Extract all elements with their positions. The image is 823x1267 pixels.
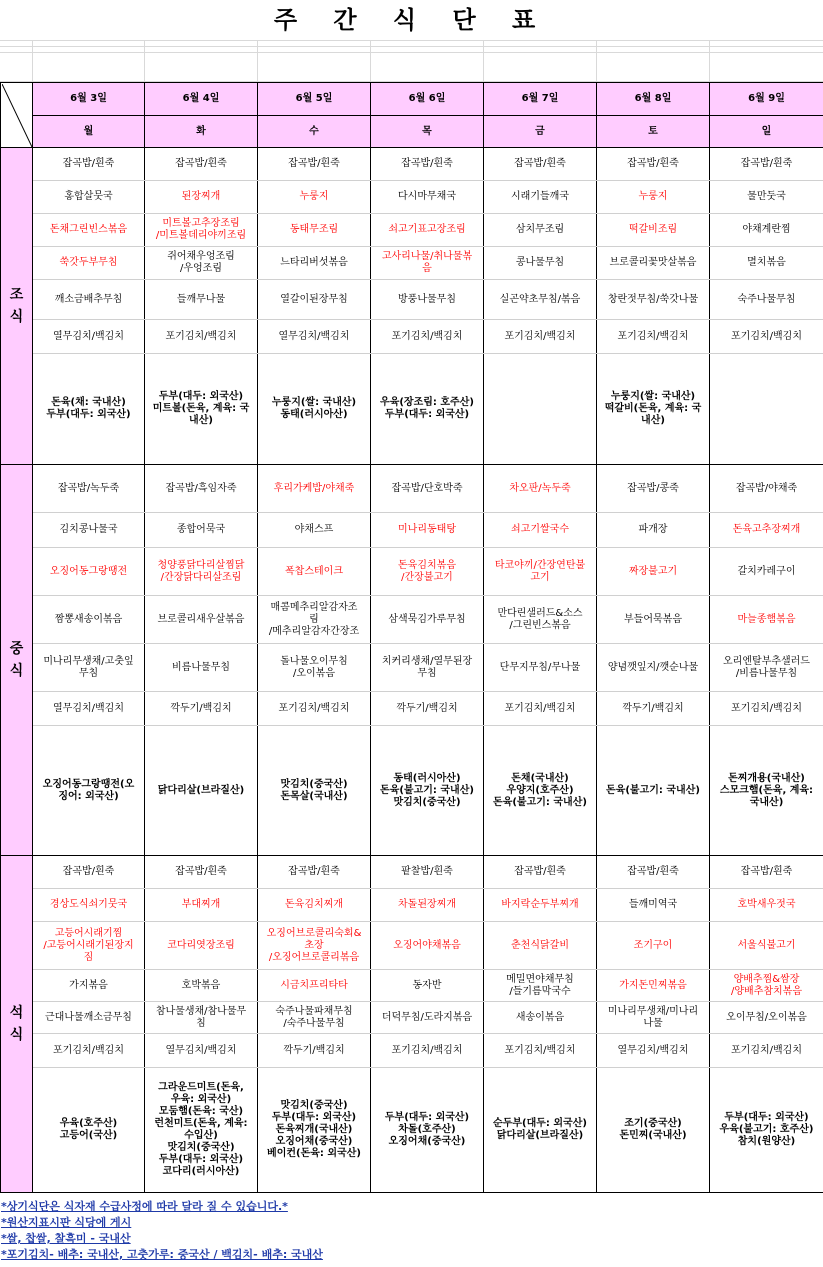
menu-item: 김치콩나물국 [33, 513, 145, 548]
menu-item: 포기김치/백김치 [710, 1034, 823, 1068]
menu-item: 누룽지 [258, 181, 371, 214]
menu-item: 파개장 [597, 513, 710, 548]
menu-item: 오이무침/오이볶음 [710, 1002, 823, 1034]
menu-item: 열무김치/백김치 [145, 1034, 258, 1068]
menu-item: 코다리엿장조림 [145, 922, 258, 970]
menu-item: 잡곡밥/흰죽 [145, 148, 258, 181]
menu-item: 양배추찜&쌈장 /양배추참치볶음 [710, 970, 823, 1002]
footnote-line: *포기김치- 배추: 국내산, 고춧가루: 중국산 / 백김치- 배추: 국내산 [1, 1248, 323, 1261]
menu-item: 오리엔탈부추샐러드 /비름나물무침 [710, 644, 823, 692]
menu-item: 깨소금배추무침 [33, 280, 145, 320]
menu-item: 오징어브로콜리숙회& 초장 /오징어브로콜리볶음 [258, 922, 371, 970]
menu-item: 삼치무조림 [484, 214, 597, 247]
origin-info: 우육(장조림: 호주산) 두부(대두: 외국산) [371, 354, 484, 465]
lunch-label: 중 식 [1, 465, 33, 856]
menu-item: 잡곡밥/야채죽 [710, 465, 823, 513]
menu-item: 타코야끼/간장연탄불 고기 [484, 548, 597, 596]
menu-item: 고사리나물/취나물볶 음 [371, 247, 484, 280]
menu-item: 포기김치/백김치 [710, 692, 823, 726]
footnote-line: *상기식단은 식자재 수급사정에 따라 달라 질 수 있습니다.* [1, 1200, 288, 1213]
menu-item: 짜장불고기 [597, 548, 710, 596]
menu-item: 돈채그린빈스볶음 [33, 214, 145, 247]
menu-item: 경상도식쇠기뭇국 [33, 889, 145, 922]
menu-item: 메밀면야채무침 /들기름막국수 [484, 970, 597, 1002]
menu-item: 춘천식닭갈비 [484, 922, 597, 970]
origin-info: 그라운드미트(돈육, 우육: 외국산) 모둠햄(돈육: 국산) 런천미트(돈육, 계육: 수입산) 맛김치(중국산) 두부(대두: 외국산) 코다리(러시아산) [145, 1068, 258, 1193]
menu-item: 종합어묵국 [145, 513, 258, 548]
menu-item: 새송이볶음 [484, 1002, 597, 1034]
menu-item: 브로콜리새우살볶음 [145, 596, 258, 644]
origin-info: 두부(대두: 외국산) 미트볼(돈육, 계육: 국 내산) [145, 354, 258, 465]
menu-item: 잡곡밥/흰죽 [371, 148, 484, 181]
menu-item: 삼색묵김가루무침 [371, 596, 484, 644]
origin-info: 맛김치(중국산) 돈목살(국내산) [258, 726, 371, 856]
page-title: 주 간 식 단 표 [273, 6, 550, 34]
origin-info [710, 354, 823, 465]
footnote-line: *원산지표시판 식당에 게시 [1, 1216, 132, 1229]
origin-info: 조기(중국산) 돈민찌(국내산) [597, 1068, 710, 1193]
menu-item: 깍두기/백김치 [371, 692, 484, 726]
menu-item: 돈육김치찌개 [258, 889, 371, 922]
menu-item: 참나물생채/참나물무 침 [145, 1002, 258, 1034]
menu-item: 다시마무채국 [371, 181, 484, 214]
menu-item: 미트볼고추장조림 /미트볼데리야끼조림 [145, 214, 258, 247]
menu-item: 물만둣국 [710, 181, 823, 214]
origin-info: 맛김치(중국산) 두부(대두: 외국산) 돈육찌개(국내산) 오징어채(중국산) 베이컨(돈육: 외국산) [258, 1068, 371, 1193]
menu-item: 숙주나물파채무침 /숙주나물무침 [258, 1002, 371, 1034]
menu-item: 잡곡밥/단호박죽 [371, 465, 484, 513]
menu-item: 쇠고기표고장조림 [371, 214, 484, 247]
menu-item: 잡곡밥/녹두죽 [33, 465, 145, 513]
origin-info: 돈육(채: 국내산) 두부(대두: 외국산) [33, 354, 145, 465]
date-header: 6월 5일 [258, 83, 371, 116]
menu-item: 포기김치/백김치 [710, 320, 823, 354]
menu-item: 포기김치/백김치 [484, 692, 597, 726]
menu-item: 바지락순두부찌개 [484, 889, 597, 922]
menu-item: 근대나물깨소금무침 [33, 1002, 145, 1034]
weekday-header: 수 [258, 116, 371, 148]
menu-item: 홍합살뭇국 [33, 181, 145, 214]
origin-info: 순두부(대두: 외국산) 닭다리살(브라질산) [484, 1068, 597, 1193]
menu-item: 미나리무생채/미나리 나물 [597, 1002, 710, 1034]
date-header: 6월 6일 [371, 83, 484, 116]
menu-item: 숙주나물무침 [710, 280, 823, 320]
menu-item: 동자반 [371, 970, 484, 1002]
menu-item: 가지볶음 [33, 970, 145, 1002]
date-header: 6월 7일 [484, 83, 597, 116]
date-header: 6월 4일 [145, 83, 258, 116]
origin-info: 돈채(국내산) 우양지(호주산) 돈육(불고기: 국내산) [484, 726, 597, 856]
menu-item: 시금치프리타타 [258, 970, 371, 1002]
menu-item: 잡곡밥/흰죽 [597, 856, 710, 889]
menu-item: 포기김치/백김치 [145, 320, 258, 354]
menu-item: 폭찹스테이크 [258, 548, 371, 596]
menu-item: 포기김치/백김치 [484, 320, 597, 354]
origin-info: 돈찌개용(국내산) 스모크햄(돈육, 계육: 국내산) [710, 726, 823, 856]
menu-item: 청양풍닭다리살찜닭 /간장닭다리살조림 [145, 548, 258, 596]
origin-info: 누룽지(쌀: 국내산) 동태(러시아산) [258, 354, 371, 465]
menu-item: 브로콜리꽃맛살볶음 [597, 247, 710, 280]
menu-item: 오징어동그랑땡전 [33, 548, 145, 596]
menu-item: 치커리생채/열무된장 무침 [371, 644, 484, 692]
menu-item: 잡곡밥/흰죽 [484, 856, 597, 889]
dinner-label: 석 식 [1, 856, 33, 1193]
menu-item: 비름나물무침 [145, 644, 258, 692]
menu-item: 가지돈민찌볶음 [597, 970, 710, 1002]
menu-item: 고등어시래기찜 /고등어시래기된장지 짐 [33, 922, 145, 970]
origin-info: 동태(러시아산) 돈육(불고기: 국내산) 맛김치(중국산) [371, 726, 484, 856]
menu-item: 콩나물무침 [484, 247, 597, 280]
menu-item: 떡갈비조림 [597, 214, 710, 247]
menu-item: 조기구이 [597, 922, 710, 970]
menu-item: 오징어야채볶음 [371, 922, 484, 970]
menu-item: 포기김치/백김치 [258, 692, 371, 726]
menu-item: 포기김치/백김치 [597, 320, 710, 354]
menu-item: 서울식불고기 [710, 922, 823, 970]
menu-item: 잡곡밥/흰죽 [33, 148, 145, 181]
menu-item: 매콤메추리알감자조 림 /메추리알감자간장조 [258, 596, 371, 644]
menu-item: 열갈이된장무침 [258, 280, 371, 320]
menu-item: 쥐어채우엉조림 /우엉조림 [145, 247, 258, 280]
menu-item: 돌나물오이무침 /오이볶음 [258, 644, 371, 692]
menu-item: 쑥갓두부무침 [33, 247, 145, 280]
menu-item: 쇠고기쌀국수 [484, 513, 597, 548]
menu-item: 갈치카레구이 [710, 548, 823, 596]
weekly-menu-table [0, 82, 823, 1193]
footnote-line: *쌀, 찹쌀, 찰흑미 - 국내산 [1, 1232, 131, 1245]
menu-item: 차돌된장찌개 [371, 889, 484, 922]
menu-item: 동태무조림 [258, 214, 371, 247]
weekday-header: 화 [145, 116, 258, 148]
menu-item: 열무김치/백김치 [33, 320, 145, 354]
menu-item: 실곤약초무침/볶음 [484, 280, 597, 320]
origin-info: 오징어동그랑땡전(오 징어: 외국산) [33, 726, 145, 856]
diagonal-line [2, 84, 32, 147]
menu-item: 만다린샐러드&소스 /그린빈스볶음 [484, 596, 597, 644]
menu-item: 누룽지 [597, 181, 710, 214]
origin-info: 두부(대두: 외국산) 차돌(호주산) 오징어채(중국산) [371, 1068, 484, 1193]
menu-item: 부대찌개 [145, 889, 258, 922]
date-header: 6월 3일 [33, 83, 145, 116]
weekday-header: 일 [710, 116, 823, 148]
menu-item: 열무김치/백김치 [33, 692, 145, 726]
origin-info: 우육(호주산) 고등어(국산) [33, 1068, 145, 1193]
menu-item: 돈육고추장찌개 [710, 513, 823, 548]
origin-info: 닭다리살(브라질산) [145, 726, 258, 856]
footnotes [0, 1199, 823, 1263]
weekday-header: 토 [597, 116, 710, 148]
menu-item: 잡곡밥/흰죽 [145, 856, 258, 889]
menu-item: 잡곡밥/흰죽 [484, 148, 597, 181]
menu-item: 깍두기/백김치 [258, 1034, 371, 1068]
menu-item: 방풍나물무침 [371, 280, 484, 320]
menu-item: 잡곡밥/콩죽 [597, 465, 710, 513]
weekday-header: 금 [484, 116, 597, 148]
menu-item: 포기김치/백김치 [371, 320, 484, 354]
menu-item: 야채스프 [258, 513, 371, 548]
menu-item: 잡곡밥/흰죽 [258, 856, 371, 889]
menu-item: 창란젓무침/쑥갓나물 [597, 280, 710, 320]
breakfast-label: 조 식 [1, 148, 33, 465]
menu-item: 잡곡밥/흰죽 [597, 148, 710, 181]
weekday-header: 월 [33, 116, 145, 148]
menu-item: 후리가케밥/야채죽 [258, 465, 371, 513]
menu-item: 잡곡밥/흰죽 [710, 148, 823, 181]
menu-item: 미나리동태탕 [371, 513, 484, 548]
date-header: 6월 9일 [710, 83, 823, 116]
menu-item: 더덕무침/도라지볶음 [371, 1002, 484, 1034]
menu-item: 잡곡밥/흰죽 [33, 856, 145, 889]
menu-item: 팥찰밥/흰죽 [371, 856, 484, 889]
menu-item: 호박새우젓국 [710, 889, 823, 922]
menu-item: 깍두기/백김치 [145, 692, 258, 726]
menu-item: 잡곡밥/흰죽 [710, 856, 823, 889]
menu-item: 호박볶음 [145, 970, 258, 1002]
menu-item: 들깨미역국 [597, 889, 710, 922]
origin-info [484, 354, 597, 465]
menu-item: 포기김치/백김치 [371, 1034, 484, 1068]
menu-item: 열무김치/백김치 [258, 320, 371, 354]
menu-item: 된장찌개 [145, 181, 258, 214]
origin-info: 누룽지(쌀: 국내산) 떡갈비(돈육, 계육: 국 내산) [597, 354, 710, 465]
menu-item: 마늘종햄볶음 [710, 596, 823, 644]
corner-cell [1, 83, 33, 148]
date-header: 6월 8일 [597, 83, 710, 116]
menu-item: 차오판/녹두죽 [484, 465, 597, 513]
weekday-header: 목 [371, 116, 484, 148]
menu-item: 잡곡밥/흰죽 [258, 148, 371, 181]
menu-item: 들깨무나물 [145, 280, 258, 320]
menu-item: 부들어묵볶음 [597, 596, 710, 644]
menu-item: 멸치볶음 [710, 247, 823, 280]
origin-info: 돈육(불고기: 국내산) [597, 726, 710, 856]
menu-item: 포기김치/백김치 [484, 1034, 597, 1068]
menu-item: 깍두기/백김치 [597, 692, 710, 726]
menu-item: 돈육김치볶음 /간장불고기 [371, 548, 484, 596]
menu-item: 느타리버섯볶음 [258, 247, 371, 280]
menu-item: 잡곡밥/흑임자죽 [145, 465, 258, 513]
menu-item: 단무지무침/무나물 [484, 644, 597, 692]
origin-info: 두부(대두: 외국산) 우육(불고기: 호주산) 참치(원양산) [710, 1068, 823, 1193]
menu-item: 시래기들깨국 [484, 181, 597, 214]
menu-item: 미나리무생채/고춧잎 무침 [33, 644, 145, 692]
menu-item: 열무김치/백김치 [597, 1034, 710, 1068]
menu-item: 포기김치/백김치 [33, 1034, 145, 1068]
menu-item: 야채계란찜 [710, 214, 823, 247]
menu-item: 짬뽕새송이볶음 [33, 596, 145, 644]
menu-item: 양념깻잎지/깻순나물 [597, 644, 710, 692]
